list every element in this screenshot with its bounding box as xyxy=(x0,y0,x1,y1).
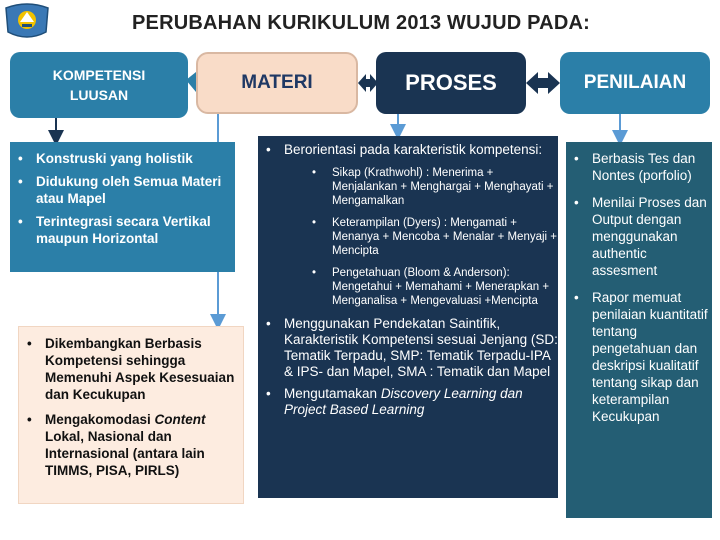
kompetensi-label-2: LUUSAN xyxy=(69,87,129,103)
penilaian-item: • Berbasis Tes dan Nontes (porfolio) xyxy=(566,150,712,184)
proses-item: • Menggunakan Pendekatan Saintifik, Karakteristik Kompetensi sesuai Jenjang (SD: Tematik Terpadu, SMP: Tematik Terpadu-IPA & IPS- dan Mapel, SMA : Tematik dan Mapel xyxy=(258,316,558,380)
kompetensi-item: • Terintegrasi secara Vertikal maupun Horizontal xyxy=(10,213,235,247)
kompetensi-lulusan-box xyxy=(10,52,188,118)
proses-panel xyxy=(258,136,558,498)
proses-subitem: • Sikap (Krathwohl) : Menerima + Menjalankan + Menghargai + Menghayati + Mengamalkan xyxy=(284,166,558,208)
proses-subitem: • Pengetahuan (Bloom & Anderson): Mengetahui + Memahami + Menerapkan + Menganalisa + Mengevaluasi +Mencipta xyxy=(284,266,558,308)
proses-item-text: Berorientasi pada karakteristik kompetensi: xyxy=(284,142,543,157)
penilaian-box xyxy=(560,52,710,114)
penilaian-item: • Rapor memuat penilaian kuantitatif tentang pengetahuan dan deskripsi kualitatif tentang sikap dan keterampilan Kecukupan xyxy=(566,289,712,425)
page-title: PERUBAHAN KURIKULUM 2013 WUJUD PADA: xyxy=(132,12,590,34)
materi-item-text: Lokal, Nasional dan Internasional (antara lain TIMMS, PISA, PIRLS) xyxy=(45,429,205,478)
kompetensi-panel xyxy=(10,142,235,272)
materi-item: • Dikembangkan Berbasis Kompetensi sehingga Memenuhi Aspek Kesesuaian dan Kecukupan xyxy=(19,335,243,403)
proses-item xyxy=(258,142,558,308)
proses-item xyxy=(258,386,558,418)
proses-item-emphasis: Discovery Learning dan Project Based Learning xyxy=(284,386,523,417)
penilaian-panel xyxy=(566,142,712,518)
kompetensi-item: • Konstruski yang holistik xyxy=(10,150,235,167)
materi-item xyxy=(19,411,243,479)
materi-item-text: Mengakomodasi xyxy=(45,412,155,427)
proses-box xyxy=(376,52,526,114)
kompetensi-label-1: KOMPETENSI xyxy=(52,67,146,83)
proses-label: PROSES xyxy=(405,70,497,95)
materi-panel xyxy=(18,326,244,504)
materi-item-emphasis: Content xyxy=(154,412,206,427)
materi-label: MATERI xyxy=(241,72,313,93)
materi-box xyxy=(196,52,358,114)
kompetensi-item: • Didukung oleh Semua Materi atau Mapel xyxy=(10,173,235,207)
penilaian-item: • Menilai Proses dan Output dengan menggunakan authentic assesment xyxy=(566,194,712,279)
proses-subitem: • Keterampilan (Dyers) : Mengamati + Menanya + Mencoba + Menalar + Menyaji + Mencipta xyxy=(284,216,558,258)
proses-item-text: Mengutamakan xyxy=(284,386,381,401)
penilaian-label: PENILAIAN xyxy=(583,72,687,93)
